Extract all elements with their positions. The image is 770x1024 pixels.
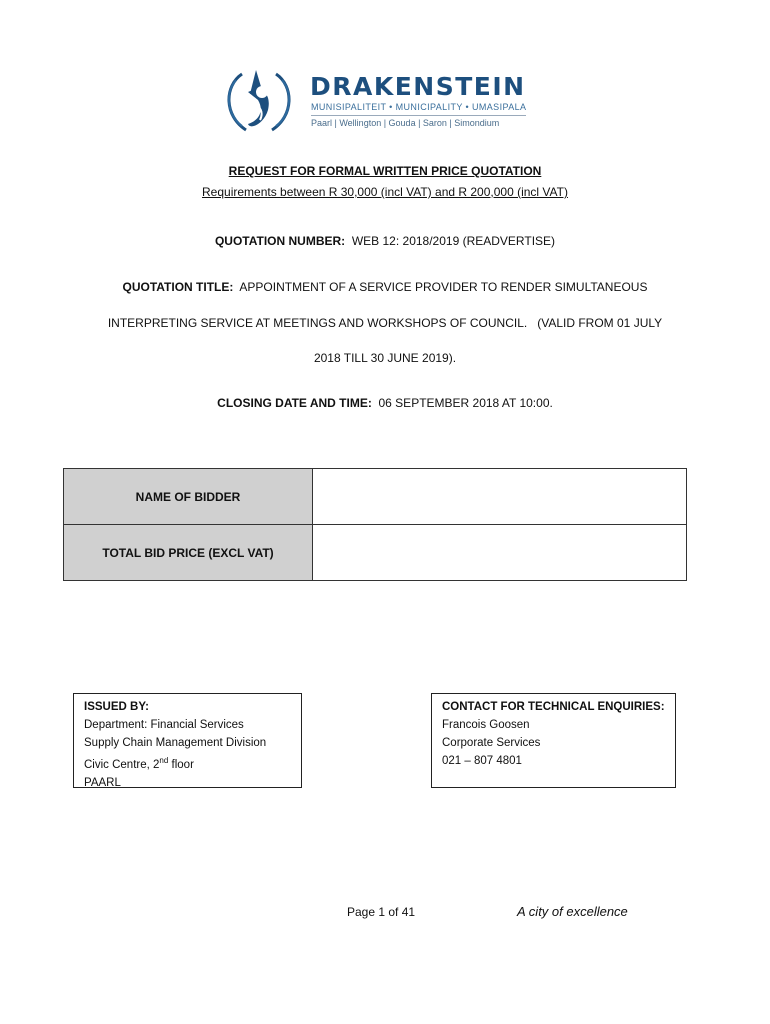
quotation-number-value: WEB 12: 2018/2019 (READVERTISE) <box>351 234 556 248</box>
issued-by-location: Civic Centre, 2nd floor <box>84 756 194 771</box>
quotation-title-line3: 2018 TILL 30 JUNE 2019). <box>313 351 457 365</box>
footer-motto: A city of excellence <box>517 904 628 919</box>
issued-by-box <box>73 693 302 788</box>
quotation-title-line2: INTERPRETING SERVICE AT MEETINGS AND WORKSHOPS OF COUNCIL. (VALID FROM 01 JULY <box>107 316 663 330</box>
technical-contact-box <box>431 693 676 788</box>
contact-phone: 021 – 807 4801 <box>442 755 522 767</box>
contact-unit: Corporate Services <box>442 737 541 749</box>
closing-date-label: CLOSING DATE AND TIME: <box>217 396 372 410</box>
bidder-name-label: NAME OF BIDDER <box>64 469 313 525</box>
quotation-title-line1: APPOINTMENT OF A SERVICE PROVIDER TO RENDER SIMULTANEOUS <box>239 280 648 294</box>
issued-by-department: Department: Financial Services <box>84 719 244 731</box>
logo-divider <box>311 115 526 116</box>
quotation-number-label: QUOTATION NUMBER: <box>214 234 346 248</box>
quotation-title-label: QUOTATION TITLE: <box>122 280 234 294</box>
table-row <box>64 469 687 525</box>
drakenstein-logo <box>220 64 540 136</box>
document-subtitle: Requirements between R 30,000 (incl VAT) and R 200,000 (incl VAT) <box>202 185 568 199</box>
quotation-title <box>0 280 770 294</box>
document-title <box>0 164 770 178</box>
municipality-emblem-icon <box>220 64 300 136</box>
logo-towns: Paarl | Wellington | Gouda | Saron | Simondium <box>311 118 500 128</box>
logo-subtitle: MUNISIPALITEIT • MUNICIPALITY • UMASIPALA <box>311 102 527 112</box>
document-title-text: REQUEST FOR FORMAL WRITTEN PRICE QUOTATION <box>228 164 542 178</box>
table-row <box>64 525 687 581</box>
total-bid-price-field[interactable] <box>313 525 687 581</box>
issued-by-city: PAARL <box>84 776 121 789</box>
logo-name: DRAKENSTEIN <box>310 72 526 101</box>
contact-name: Francois Goosen <box>442 719 530 731</box>
quotation-number <box>0 234 770 248</box>
closing-date-value: 06 SEPTEMBER 2018 AT 10:00. <box>378 396 553 410</box>
bid-table <box>63 468 687 581</box>
contact-heading: CONTACT FOR TECHNICAL ENQUIRIES: <box>442 701 665 713</box>
issued-by-division: Supply Chain Management Division <box>84 737 267 749</box>
page-number: Page 1 of 41 <box>347 905 416 919</box>
issued-by-heading: ISSUED BY: <box>84 701 149 713</box>
total-bid-price-label: TOTAL BID PRICE (EXCL VAT) <box>64 525 313 581</box>
bidder-name-field[interactable] <box>313 469 687 525</box>
closing-date <box>0 396 770 410</box>
